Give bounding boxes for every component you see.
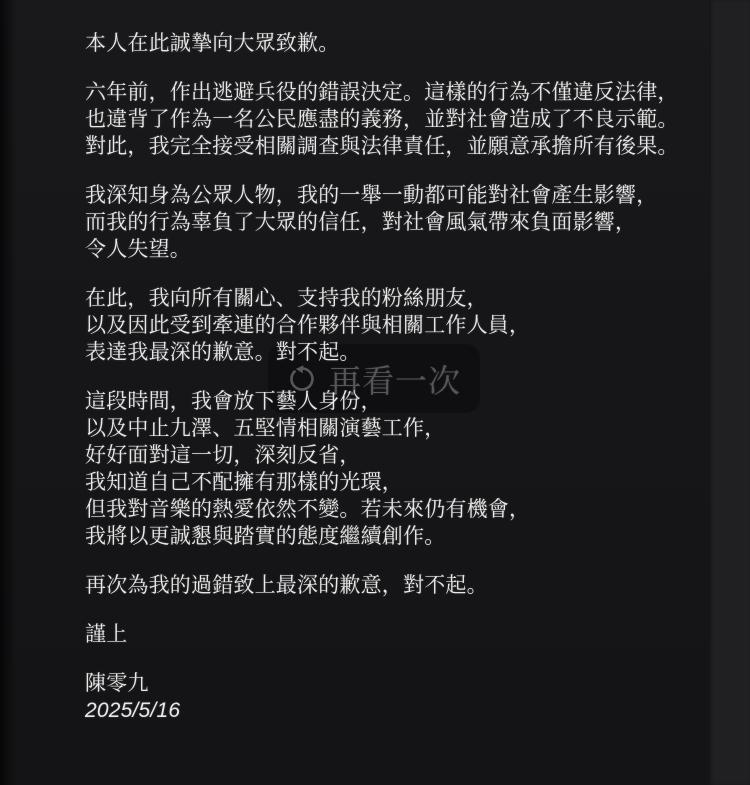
statement-line: 我將以更誠懇與踏實的態度繼續創作。 — [85, 525, 446, 548]
statement-line: 令人失望。 — [85, 238, 191, 261]
paragraph-admission — [85, 79, 702, 160]
paragraph-public-figure — [85, 182, 702, 263]
closing-line: 謹上 — [85, 623, 128, 646]
statement-line: 以及因此受到牽連的合作夥伴與相關工作人員， — [85, 314, 531, 337]
signer-name: 陳零九 — [85, 672, 149, 695]
statement-line: 但我對音樂的熱愛依然不變。若未來仍有機會， — [85, 498, 531, 521]
statement-line: 好好面對這一切，深刻反省， — [85, 444, 361, 467]
statement-line: 在此，我向所有關心、支持我的粉絲朋友， — [85, 287, 488, 310]
paragraph-greeting — [85, 30, 702, 57]
statement-line: 對此，我完全接受相關調查與法律責任，並願意承擔所有後果。 — [85, 135, 679, 158]
right-edge-strip — [709, 0, 750, 785]
closing-salutation — [85, 621, 702, 648]
signature-block — [85, 670, 702, 724]
statement-line: 而我的行為辜負了大眾的信任，對社會風氣帶來負面影響， — [85, 211, 637, 234]
paragraph-apology-to-fans — [85, 285, 702, 366]
statement-line: 以及中止九澤、五堅情相關演藝工作， — [85, 417, 446, 440]
statement-line: 也違背了作為一名公民應盡的義務，並對社會造成了不良示範。 — [85, 108, 679, 131]
statement-line: 表達我最深的歉意。對不起。 — [85, 341, 361, 364]
statement-text — [85, 30, 702, 724]
left-edge-shade — [0, 0, 16, 785]
replay-watermark-label: 再看一次 — [328, 362, 461, 399]
statement-line: 我知道自己不配擁有那樣的光環， — [85, 471, 403, 494]
statement-line: 六年前，作出逃避兵役的錯誤決定。這樣的行為不僅違反法律， — [85, 81, 679, 104]
statement-line: 本人在此誠摯向大眾致歉。 — [85, 32, 340, 55]
signature-date: 2025/5/16 — [85, 699, 181, 722]
statement-line: 再次為我的過錯致上最深的歉意，對不起。 — [85, 574, 488, 597]
paragraph-future-plans — [85, 388, 702, 550]
statement-line: 這段時間，我會放下藝人身份， — [85, 390, 382, 413]
paragraph-final-apology — [85, 572, 702, 599]
statement-line: 我深知身為公眾人物，我的一舉一動都可能對社會產生影響， — [85, 184, 658, 207]
